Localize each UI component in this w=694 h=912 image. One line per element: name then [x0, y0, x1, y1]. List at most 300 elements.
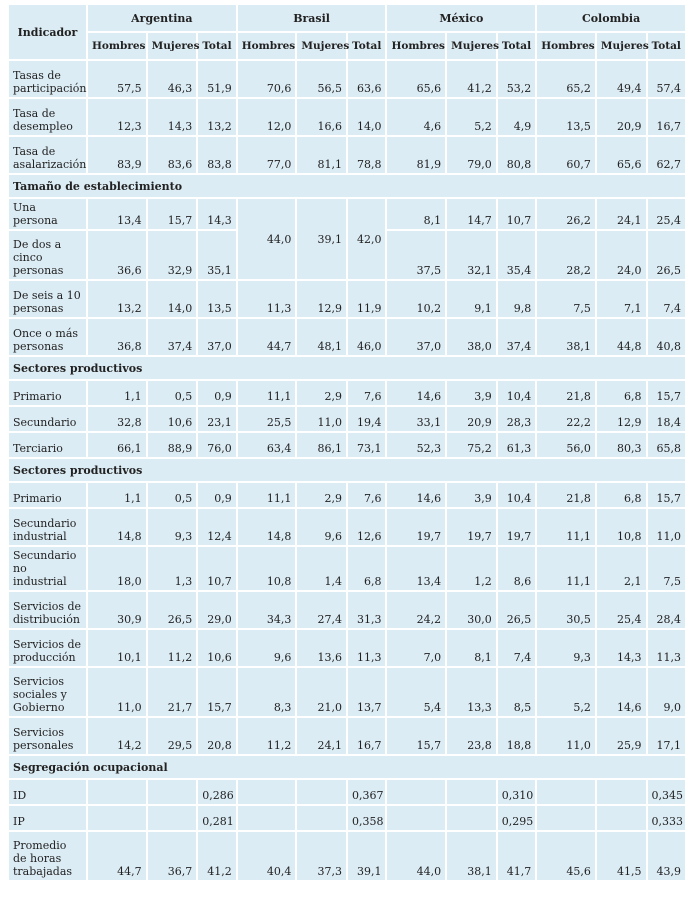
cell: 49,4 [597, 61, 646, 97]
cell: 36,7 [148, 832, 197, 880]
cell: 8,5 [498, 668, 535, 716]
cell: 7,1 [597, 281, 646, 317]
cell: 10,2 [387, 281, 445, 317]
section-title-segregacion: Segregación ocupacional [9, 756, 685, 778]
cell: 0,5 [148, 483, 197, 507]
row-label: Promedio de horas trabajadas [9, 832, 86, 880]
cell: 37,5 [387, 231, 445, 279]
cell: 41,2 [447, 61, 496, 97]
cell: 12,3 [88, 99, 146, 135]
row-label: Secundario industrial [9, 509, 86, 545]
cell: 66,1 [88, 433, 146, 457]
cell: 25,9 [597, 718, 646, 754]
cell: 30,0 [447, 592, 496, 628]
cell: 65,6 [387, 61, 445, 97]
cell: 56,5 [297, 61, 346, 97]
table-row [9, 281, 685, 317]
cell: 35,1 [198, 231, 235, 279]
table-row [9, 137, 685, 173]
cell: 7,5 [648, 547, 686, 590]
cell: 1,2 [447, 547, 496, 590]
table-row [9, 832, 685, 880]
cell: 63,4 [238, 433, 296, 457]
cell: 14,3 [198, 199, 235, 229]
cell: 14,0 [148, 281, 197, 317]
cell: 17,1 [648, 718, 686, 754]
row-label: Servicios de distribución [9, 592, 86, 628]
cell-merged: 44,0 [238, 199, 296, 279]
empty-cell [387, 780, 445, 804]
cell: 11,1 [537, 547, 595, 590]
cell: 12,0 [238, 99, 296, 135]
cell: 7,4 [648, 281, 686, 317]
empty-cell [387, 806, 445, 830]
cell: 44,8 [597, 319, 646, 355]
cell: 25,5 [238, 407, 296, 431]
cell: 8,3 [238, 668, 296, 716]
cell: 16,7 [648, 99, 686, 135]
cell: 5,2 [447, 99, 496, 135]
cell: 9,1 [447, 281, 496, 317]
cell: 76,0 [198, 433, 235, 457]
cell: 15,7 [148, 199, 197, 229]
section-title-tamano: Tamaño de establecimiento [9, 175, 685, 197]
table-row [9, 61, 685, 97]
cell: 14,8 [238, 509, 296, 545]
cell: 15,7 [648, 381, 686, 405]
header-argentina: Argentina [88, 5, 236, 31]
cell: 1,1 [88, 381, 146, 405]
row-label: ID [9, 780, 86, 804]
cell: 65,6 [597, 137, 646, 173]
cell: 11,1 [238, 381, 296, 405]
cell: 86,1 [297, 433, 346, 457]
cell: 38,1 [447, 832, 496, 880]
cell: 41,5 [597, 832, 646, 880]
cell: 9,0 [648, 668, 686, 716]
cell: 57,4 [648, 61, 686, 97]
cell: 30,9 [88, 592, 146, 628]
table-row [9, 483, 685, 507]
cell: 36,6 [88, 231, 146, 279]
table-row [9, 433, 685, 457]
row-label: Tasa de desempleo [9, 99, 86, 135]
header-total: Total [348, 33, 385, 59]
data-table-container [7, 3, 687, 882]
header-total: Total [198, 33, 235, 59]
cell: 16,7 [348, 718, 385, 754]
cell: 11,1 [537, 509, 595, 545]
cell-merged: 42,0 [348, 199, 385, 279]
empty-cell [537, 780, 595, 804]
header-hombres: Hombres [88, 33, 146, 59]
cell: 7,4 [498, 630, 535, 666]
cell: 18,4 [648, 407, 686, 431]
empty-cell [447, 806, 496, 830]
header-brasil: Brasil [238, 5, 386, 31]
cell: 9,6 [297, 509, 346, 545]
cell: 10,1 [88, 630, 146, 666]
header-hombres: Hombres [537, 33, 595, 59]
cell: 19,7 [387, 509, 445, 545]
cell: 14,8 [88, 509, 146, 545]
cell: 20,9 [597, 99, 646, 135]
header-total: Total [498, 33, 535, 59]
cell: 0,281 [198, 806, 235, 830]
cell: 19,4 [348, 407, 385, 431]
cell: 28,2 [537, 231, 595, 279]
row-label: Primario [9, 483, 86, 507]
cell: 77,0 [238, 137, 296, 173]
cell: 51,9 [198, 61, 235, 97]
cell: 14,7 [447, 199, 496, 229]
labor-indicators-table [7, 3, 687, 882]
cell: 9,8 [498, 281, 535, 317]
cell: 39,1 [348, 832, 385, 880]
table-row [9, 547, 685, 590]
cell: 13,2 [198, 99, 235, 135]
cell: 70,6 [238, 61, 296, 97]
header-row-countries [9, 5, 685, 31]
table-row [9, 668, 685, 716]
cell: 79,0 [447, 137, 496, 173]
cell: 14,6 [597, 668, 646, 716]
cell: 36,8 [88, 319, 146, 355]
cell: 0,345 [648, 780, 686, 804]
cell: 81,1 [297, 137, 346, 173]
cell: 2,9 [297, 381, 346, 405]
cell: 0,295 [498, 806, 535, 830]
cell: 1,4 [297, 547, 346, 590]
cell: 57,5 [88, 61, 146, 97]
cell: 37,0 [387, 319, 445, 355]
cell: 21,0 [297, 668, 346, 716]
cell: 7,5 [537, 281, 595, 317]
cell: 11,2 [148, 630, 197, 666]
cell: 60,7 [537, 137, 595, 173]
cell: 1,3 [148, 547, 197, 590]
header-hombres: Hombres [387, 33, 445, 59]
row-label: De seis a 10 personas [9, 281, 86, 317]
cell: 25,4 [597, 592, 646, 628]
cell: 80,3 [597, 433, 646, 457]
empty-cell [447, 780, 496, 804]
cell: 15,7 [387, 718, 445, 754]
row-label: Primario [9, 381, 86, 405]
cell: 8,1 [447, 630, 496, 666]
cell: 88,9 [148, 433, 197, 457]
cell: 3,9 [447, 381, 496, 405]
cell: 28,3 [498, 407, 535, 431]
cell: 16,6 [297, 99, 346, 135]
empty-cell [597, 806, 646, 830]
cell: 10,8 [238, 547, 296, 590]
cell: 24,1 [597, 199, 646, 229]
cell: 56,0 [537, 433, 595, 457]
cell: 2,1 [597, 547, 646, 590]
cell: 5,4 [387, 668, 445, 716]
cell: 14,3 [597, 630, 646, 666]
cell: 81,9 [387, 137, 445, 173]
row-label: Una persona [9, 199, 86, 229]
cell: 63,6 [348, 61, 385, 97]
cell: 24,0 [597, 231, 646, 279]
empty-cell [238, 806, 296, 830]
row-label: De dos a cinco personas [9, 231, 86, 279]
cell: 10,4 [498, 381, 535, 405]
cell: 44,0 [387, 832, 445, 880]
empty-cell [297, 780, 346, 804]
row-label: Servicios sociales y Gobierno [9, 668, 86, 716]
cell: 13,4 [88, 199, 146, 229]
cell: 24,2 [387, 592, 445, 628]
cell: 40,8 [648, 319, 686, 355]
cell: 40,4 [238, 832, 296, 880]
cell: 26,5 [648, 231, 686, 279]
header-row-sexes [9, 33, 685, 59]
cell: 11,2 [238, 718, 296, 754]
row-label: Servicios personales [9, 718, 86, 754]
cell: 26,5 [148, 592, 197, 628]
cell: 75,2 [447, 433, 496, 457]
header-mexico: México [387, 5, 535, 31]
cell-merged: 39,1 [297, 199, 346, 279]
cell: 45,6 [537, 832, 595, 880]
cell: 20,9 [447, 407, 496, 431]
cell: 32,8 [88, 407, 146, 431]
cell: 6,8 [348, 547, 385, 590]
cell: 18,8 [498, 718, 535, 754]
cell: 7,6 [348, 483, 385, 507]
cell: 7,6 [348, 381, 385, 405]
cell: 38,0 [447, 319, 496, 355]
cell: 14,3 [148, 99, 197, 135]
table-row [9, 199, 685, 229]
cell: 21,8 [537, 381, 595, 405]
empty-cell [148, 806, 197, 830]
empty-cell [88, 780, 146, 804]
cell: 83,9 [88, 137, 146, 173]
cell: 6,8 [597, 483, 646, 507]
cell: 23,1 [198, 407, 235, 431]
cell: 41,7 [498, 832, 535, 880]
cell: 3,9 [447, 483, 496, 507]
cell: 19,7 [447, 509, 496, 545]
cell: 37,0 [198, 319, 235, 355]
cell: 12,9 [297, 281, 346, 317]
cell: 65,2 [537, 61, 595, 97]
cell: 80,8 [498, 137, 535, 173]
cell: 13,5 [537, 99, 595, 135]
empty-cell [88, 806, 146, 830]
cell: 28,4 [648, 592, 686, 628]
cell: 32,9 [148, 231, 197, 279]
cell: 23,8 [447, 718, 496, 754]
cell: 48,1 [297, 319, 346, 355]
table-row [9, 718, 685, 754]
cell: 34,3 [238, 592, 296, 628]
cell: 30,5 [537, 592, 595, 628]
cell: 11,1 [238, 483, 296, 507]
cell: 44,7 [88, 832, 146, 880]
cell: 27,4 [297, 592, 346, 628]
cell: 4,6 [387, 99, 445, 135]
cell: 18,0 [88, 547, 146, 590]
cell: 9,6 [238, 630, 296, 666]
cell: 14,6 [387, 381, 445, 405]
row-label: Secundario no industrial [9, 547, 86, 590]
cell: 6,8 [597, 381, 646, 405]
table-row [9, 806, 685, 830]
cell: 73,1 [348, 433, 385, 457]
row-label: Tasas de participación [9, 61, 86, 97]
row-label: Secundario [9, 407, 86, 431]
section-title-sectores: Sectores productivos [9, 459, 685, 481]
cell: 22,2 [537, 407, 595, 431]
cell: 0,9 [198, 381, 235, 405]
cell: 31,3 [348, 592, 385, 628]
header-mujeres: Mujeres [297, 33, 346, 59]
cell: 78,8 [348, 137, 385, 173]
cell: 0,310 [498, 780, 535, 804]
cell: 13,6 [297, 630, 346, 666]
cell: 0,358 [348, 806, 385, 830]
table-row [9, 592, 685, 628]
cell: 19,7 [498, 509, 535, 545]
section-row [9, 357, 685, 379]
cell: 12,4 [198, 509, 235, 545]
cell: 11,0 [648, 509, 686, 545]
cell: 32,1 [447, 231, 496, 279]
cell: 10,6 [148, 407, 197, 431]
header-mujeres: Mujeres [148, 33, 197, 59]
section-row [9, 175, 685, 197]
cell: 15,7 [198, 668, 235, 716]
cell: 10,6 [198, 630, 235, 666]
section-row [9, 459, 685, 481]
cell: 10,8 [597, 509, 646, 545]
header-total: Total [648, 33, 686, 59]
cell: 38,1 [537, 319, 595, 355]
cell: 83,8 [198, 137, 235, 173]
cell: 14,0 [348, 99, 385, 135]
cell: 29,5 [148, 718, 197, 754]
table-row [9, 630, 685, 666]
cell: 4,9 [498, 99, 535, 135]
table-row [9, 509, 685, 545]
cell: 8,6 [498, 547, 535, 590]
cell: 11,3 [238, 281, 296, 317]
cell: 43,9 [648, 832, 686, 880]
cell: 10,7 [198, 547, 235, 590]
cell: 2,9 [297, 483, 346, 507]
empty-cell [148, 780, 197, 804]
row-label: Tasa de asalarización [9, 137, 86, 173]
cell: 12,9 [597, 407, 646, 431]
cell: 11,0 [537, 718, 595, 754]
cell: 12,6 [348, 509, 385, 545]
cell: 1,1 [88, 483, 146, 507]
section-row [9, 756, 685, 778]
table-row [9, 99, 685, 135]
cell: 9,3 [148, 509, 197, 545]
table-row [9, 780, 685, 804]
cell: 15,7 [648, 483, 686, 507]
header-indicador: Indicador [9, 5, 86, 59]
cell: 13,3 [447, 668, 496, 716]
cell: 61,3 [498, 433, 535, 457]
cell: 0,286 [198, 780, 235, 804]
cell: 13,5 [198, 281, 235, 317]
cell: 11,0 [88, 668, 146, 716]
cell: 0,333 [648, 806, 686, 830]
cell: 9,3 [537, 630, 595, 666]
cell: 35,4 [498, 231, 535, 279]
cell: 14,6 [387, 483, 445, 507]
header-mujeres: Mujeres [447, 33, 496, 59]
cell: 13,7 [348, 668, 385, 716]
cell: 26,5 [498, 592, 535, 628]
header-hombres: Hombres [238, 33, 296, 59]
cell: 11,9 [348, 281, 385, 317]
section-title-sectores: Sectores productivos [9, 357, 685, 379]
cell: 83,6 [148, 137, 197, 173]
cell: 37,3 [297, 832, 346, 880]
cell: 37,4 [498, 319, 535, 355]
row-label: Once o más personas [9, 319, 86, 355]
cell: 44,7 [238, 319, 296, 355]
cell: 11,3 [648, 630, 686, 666]
cell: 11,3 [348, 630, 385, 666]
table-row [9, 319, 685, 355]
cell: 8,1 [387, 199, 445, 229]
cell: 0,5 [148, 381, 197, 405]
cell: 33,1 [387, 407, 445, 431]
row-label: IP [9, 806, 86, 830]
cell: 37,4 [148, 319, 197, 355]
cell: 52,3 [387, 433, 445, 457]
cell: 13,2 [88, 281, 146, 317]
table-row [9, 407, 685, 431]
empty-cell [537, 806, 595, 830]
cell: 41,2 [198, 832, 235, 880]
cell: 13,4 [387, 547, 445, 590]
empty-cell [238, 780, 296, 804]
table-row [9, 231, 685, 279]
cell: 65,8 [648, 433, 686, 457]
cell: 26,2 [537, 199, 595, 229]
cell: 7,0 [387, 630, 445, 666]
cell: 10,7 [498, 199, 535, 229]
cell: 10,4 [498, 483, 535, 507]
cell: 25,4 [648, 199, 686, 229]
row-label: Terciario [9, 433, 86, 457]
cell: 46,3 [148, 61, 197, 97]
cell: 14,2 [88, 718, 146, 754]
cell: 5,2 [537, 668, 595, 716]
cell: 20,8 [198, 718, 235, 754]
cell: 0,367 [348, 780, 385, 804]
cell: 62,7 [648, 137, 686, 173]
cell: 46,0 [348, 319, 385, 355]
cell: 11,0 [297, 407, 346, 431]
cell: 53,2 [498, 61, 535, 97]
table-row [9, 381, 685, 405]
empty-cell [597, 780, 646, 804]
cell: 24,1 [297, 718, 346, 754]
row-label: Servicios de producción [9, 630, 86, 666]
empty-cell [297, 806, 346, 830]
